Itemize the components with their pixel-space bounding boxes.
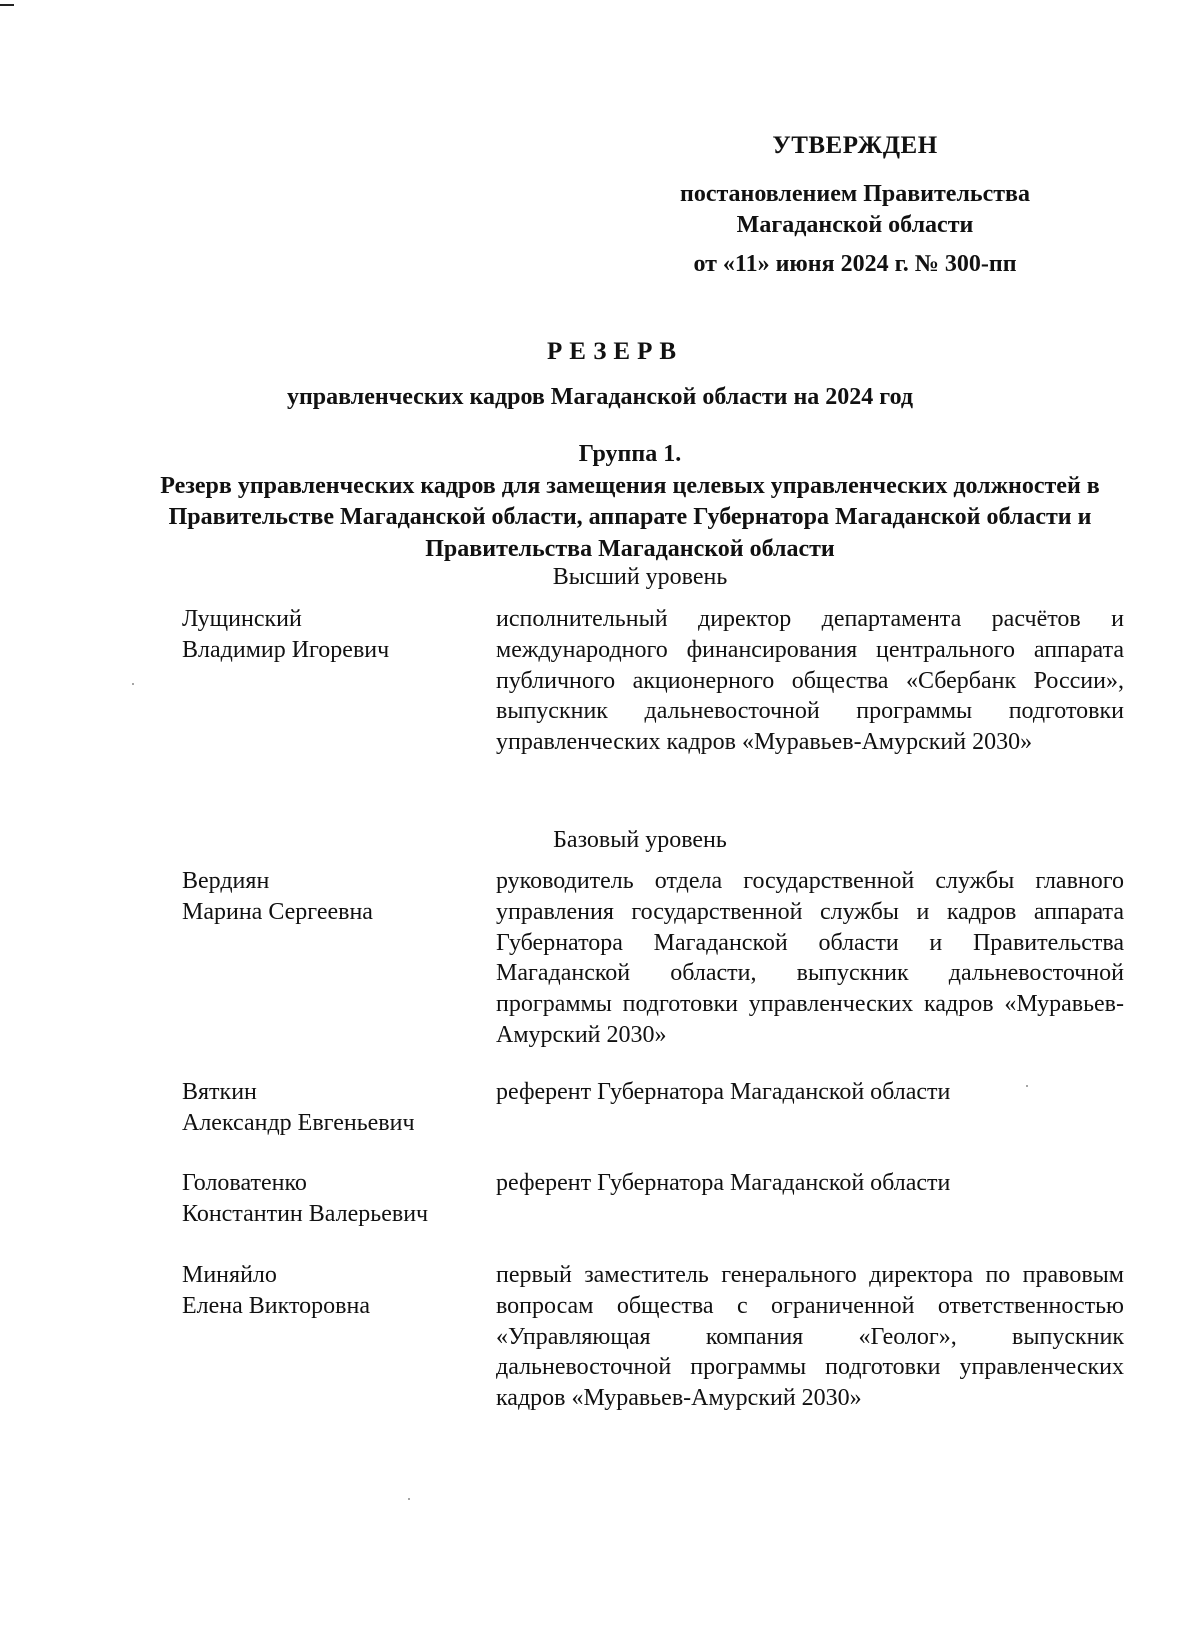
approval-block xyxy=(620,130,1090,280)
group-block xyxy=(150,439,1110,565)
scan-corner-mark xyxy=(0,4,14,6)
person-surname: Миняйло xyxy=(182,1262,277,1288)
person-surname: Вяткин xyxy=(182,1079,257,1105)
document-subtitle: управленческих кадров Магаданской области на 2024 год xyxy=(286,384,914,410)
group-heading: Группа 1. xyxy=(578,441,682,467)
person-name xyxy=(182,1168,482,1230)
person-name xyxy=(182,1077,482,1139)
person-position: первый заместитель генерального директора по правовым вопросам общества с ограниченной ответственностью «Управляющая компания «Геолог», выпускник дальневосточной программы подготовки управленческих кадров «Муравьев-Амурский 2030» xyxy=(496,1262,1124,1412)
approval-authority-line1: постановлением Правительства xyxy=(679,181,1030,207)
scan-speck xyxy=(1026,1085,1028,1087)
person-given-names: Елена Викторовна xyxy=(182,1292,370,1319)
level-heading-base: Базовый уровень xyxy=(553,827,727,853)
person-given-names: Константин Валерьевич xyxy=(182,1200,429,1227)
person-name xyxy=(182,866,482,928)
person-position: исполнительный директор департамента расчётов и международного финансирования центрального аппарата публичного акционерного общества «Сбербанк России», выпускник дальневосточной программы подготовки управленческих кадров «Муравьев-Амурский 2030» xyxy=(496,606,1124,756)
scan-speck xyxy=(132,683,134,685)
person-surname: Головатенко xyxy=(182,1170,307,1196)
person-position: референт Губернатора Магаданской области xyxy=(496,1170,951,1196)
level-heading-higher: Высший уровень xyxy=(552,564,728,590)
person-given-names: Владимир Игоревич xyxy=(182,636,390,663)
approval-date-number: от «11» июня 2024 г. № 300-пп xyxy=(693,251,1017,277)
approval-authority-line2: Магаданской области xyxy=(736,212,974,238)
person-position: референт Губернатора Магаданской области xyxy=(496,1079,951,1105)
scan-speck xyxy=(408,1498,410,1500)
approval-status: УТВЕРЖДЕН xyxy=(772,132,938,159)
person-given-names: Марина Сергеевна xyxy=(182,898,373,925)
person-name xyxy=(182,1260,482,1322)
person-given-names: Александр Евгеньевич xyxy=(182,1109,415,1136)
document-title: РЕЗЕРВ xyxy=(546,338,684,365)
person-name xyxy=(182,604,482,666)
group-description: Резерв управленческих кадров для замещения целевых управленческих должностей в Правительстве Магаданской области, аппарате Губернатора Магаданской области и Правительства Магаданской области xyxy=(160,472,1100,562)
document-title-block xyxy=(0,336,1200,412)
person-position: руководитель отдела государственной службы главного управления государственной службы и кадров аппарата Губернатора Магаданской области и Правительства Магаданской области, выпускник дальневосточной программы подготовки управленческих кадров «Муравьев-Амурский 2030» xyxy=(496,868,1124,1048)
person-surname: Лущинский xyxy=(182,606,302,632)
person-surname: Вердиян xyxy=(182,868,270,894)
